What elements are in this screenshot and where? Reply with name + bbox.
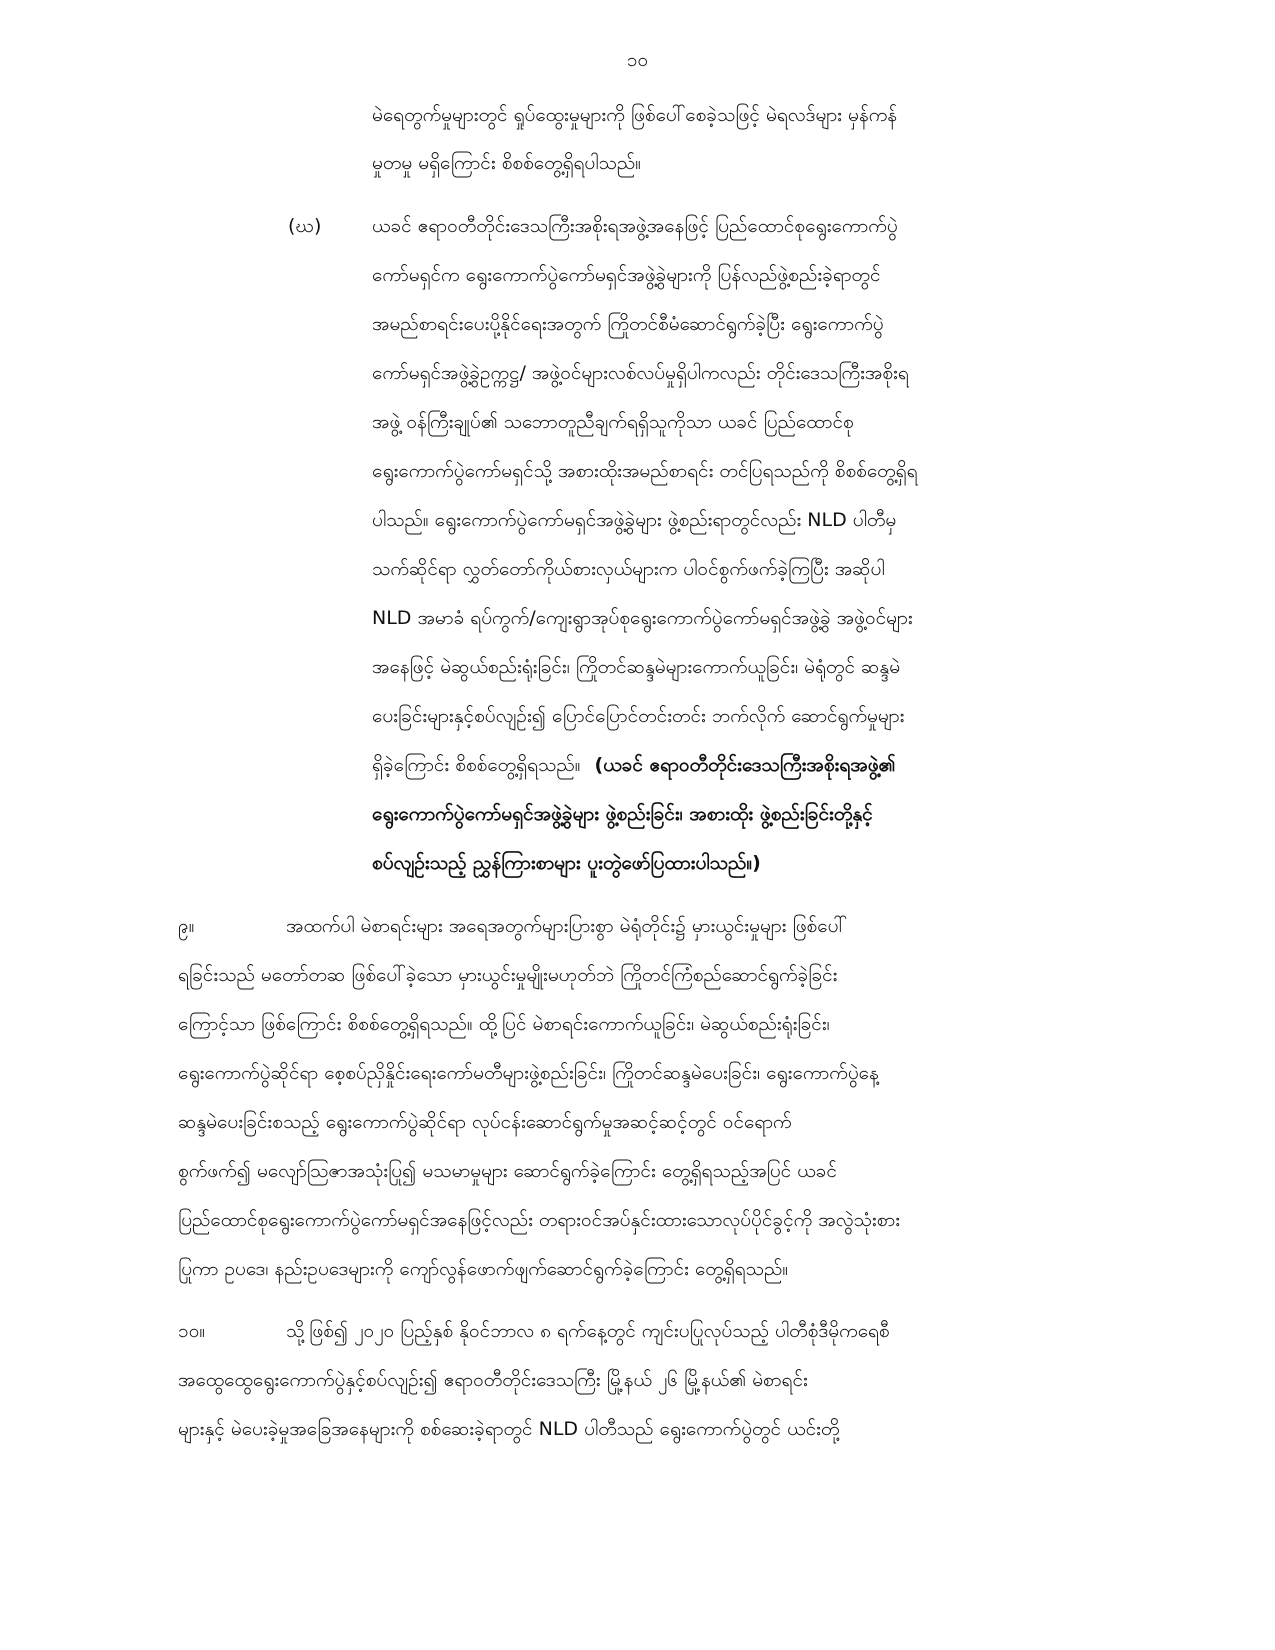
page-number: ၁၀	[626, 49, 649, 71]
para-9-line: စွက်ဖက်၍ မလျော်သြဇာအသုံးပြု၍ မသမာမှုများ ဆောင်ရွက်ခဲ့ကြောင်း တွေ့ရှိရသည့်အပြင် ယခင်	[178, 1160, 837, 1182]
item-gha-line-12-regular: ရှိခဲ့ကြောင်း စိစစ်တွေ့ရှိရသည်။	[372, 754, 581, 776]
item-gha-line: NLD အမာခံ ရပ်ကွက်/ကျေးရွာအုပ်စုရွေးကောက်ပွဲကော်မရှင်အဖွဲ့ခွဲ အဖွဲ့ဝင်များ	[372, 607, 913, 629]
item-gha-line: ပါသည်။ ရွေးကောက်ပွဲကော်မရှင်အဖွဲ့ခွဲများ ဖွဲ့စည်းရာတွင်လည်း NLD ပါတီမှ	[372, 509, 897, 531]
para-9-line: ရွေးကောက်ပွဲဆိုင်ရာ စေ့စပ်ညှိနှိုင်းရေးကော်မတီများဖွဲ့စည်းခြင်း၊ ကြိုတင်ဆန္ဒမဲပေးခြင်း၊ ရွေးကောက်ပွဲနေ့	[178, 1062, 879, 1084]
para-10-line: များနှင့် မဲပေးခဲ့မှုအခြေအနေများကို စစ်ဆေးခဲ့ရာတွင် NLD ပါတီသည် ရွေးကောက်ပွဲတွင် ယင်းတို့	[178, 1418, 840, 1440]
item-gha-line: ပေးခြင်းများနှင့်စပ်လျဉ်း၍ ပြောင်ပြောင်တင်းတင်း ဘက်လိုက် ဆောင်ရွက်မှုများ	[372, 705, 905, 727]
item-gha-line: ကော်မရှင်က ရွေးကောက်ပွဲကော်မရှင်အဖွဲ့ခွဲများကို ပြန်လည်ဖွဲ့စည်းခဲ့ရာတွင်	[372, 264, 881, 286]
item-gha-line: ယခင် ဧရာဝတီတိုင်းဒေသကြီးအစိုးရအဖွဲ့အနေဖြင့် ပြည်ထောင်စုရွေးကောက်ပွဲ	[372, 215, 898, 237]
para-9-line: ပြုကာ ဥပဒေ၊ နည်းဥပဒေများကို ကျော်လွန်ဖောက်ဖျက်ဆောင်ရွက်ခဲ့ကြောင်း တွေ့ရှိရသည်။	[178, 1258, 789, 1280]
para-9-line: ပြည်ထောင်စုရွေးကောက်ပွဲကော်မရှင်အနေဖြင့်လည်း တရားဝင်အပ်နှင်းထားသောလုပ်ပိုင်ခွင့်ကို အလွဲသုံးစား	[178, 1209, 901, 1231]
item-gha-label: (ဃ)	[288, 215, 322, 237]
para-9-line: ဆန္ဒမဲပေးခြင်းစသည့် ရွေးကောက်ပွဲဆိုင်ရာ လုပ်ငန်းဆောင်ရွက်မှုအဆင့်ဆင့်တွင် ဝင်ရောက်	[178, 1111, 792, 1133]
para-9-first-line: အထက်ပါ မဲစာရင်းများ အရေအတွက်များပြားစွာ မဲရုံတိုင်း၌ မှားယွင်းမှုများ ဖြစ်ပေါ်	[286, 915, 847, 937]
item-gha-bold-line: ရွေးကောက်ပွဲကော်မရှင်အဖွဲ့ခွဲများ ဖွဲ့စည်းခြင်း၊ အစားထိုး ဖွဲ့စည်းခြင်းတို့နှင့်	[372, 803, 873, 825]
item-gha-bold-line: စပ်လျဉ်းသည့် ညွှန်ကြားစာများ ပူးတွဲဖော်ပြထားပါသည်။)	[372, 852, 761, 874]
item-gha-line: အဖွဲ့ ဝန်ကြီးချုပ်၏ သဘောတူညီချက်ရရှိသူကိုသာ ယခင် ပြည်ထောင်စု	[372, 411, 854, 433]
item-gha-line: အနေဖြင့် မဲဆွယ်စည်းရုံးခြင်း၊ ကြိုတင်ဆန္ဒမဲများကောက်ယူခြင်း၊ မဲရုံတွင် ဆန္ဒမဲ	[372, 656, 901, 678]
para-9-line: ကြောင့်သာ ဖြစ်ကြောင်း စိစစ်တွေ့ရှိရသည်။ ထို့ပြင် မဲစာရင်းကောက်ယူခြင်း၊ မဲဆွယ်စည်းရုံးခြင်း၊	[178, 1013, 830, 1035]
para-10-first-line: သို့ဖြစ်၍ ၂၀၂၀ ပြည့်နှစ် နိုဝင်ဘာလ ၈ ရက်နေ့တွင် ကျင်းပပြုလုပ်သည့် ပါတီစုံဒီမိုကရေစီ	[286, 1320, 890, 1342]
item-gha-line-12	[372, 752, 895, 778]
continuation-line-2: မှုတမှု မရှိကြောင်း စိစစ်တွေ့ရှိရပါသည်။	[372, 152, 642, 174]
item-gha-line: ကော်မရှင်အဖွဲ့ခွဲဥက္ကဋ္ဌ/ အဖွဲ့ဝင်များလစ်လပ်မှုရှိပါကလည်း တိုင်းဒေသကြီးအစိုးရ	[372, 362, 909, 384]
para-9-number: ၉။	[178, 915, 195, 937]
item-gha-line: ရွေးကောက်ပွဲကော်မရှင်သို့ အစားထိုးအမည်စာရင်း တင်ပြရသည်ကို စိစစ်တွေ့ရှိရ	[372, 460, 918, 482]
continuation-line-1: မဲရေတွက်မှုများတွင် ရှုပ်ထွေးမှုများကို ဖြစ်ပေါ်စေခဲ့သဖြင့် မဲရလဒ်များ မှန်ကန်	[372, 104, 898, 126]
para-10-number: ၁၀။	[178, 1320, 206, 1342]
item-gha-line-12-bold: (ယခင် ဧရာဝတီတိုင်းဒေသကြီးအစိုးရအဖွဲ့၏	[594, 754, 896, 776]
para-9-line: ရခြင်းသည် မတော်တဆ ဖြစ်ပေါ်ခဲ့သော မှားယွင်းမှုမျိုးမဟုတ်ဘဲ ကြိုတင်ကြံစည်ဆောင်ရွက်ခဲ့ခြင်း	[178, 964, 838, 986]
para-10-line: အထွေထွေရွေးကောက်ပွဲနှင့်စပ်လျဉ်း၍ ဧရာဝတီတိုင်းဒေသကြီး မြို့နယ် ၂၆ မြို့နယ်၏ မဲစာရင်း	[178, 1369, 808, 1391]
item-gha-line: သက်ဆိုင်ရာ လွှတ်တော်ကိုယ်စားလှယ်များက ပါဝင်စွက်ဖက်ခဲ့ကြပြီး အဆိုပါ	[372, 558, 885, 580]
item-gha-line: အမည်စာရင်းပေးပို့နိုင်ရေးအတွက် ကြိုတင်စီမံဆောင်ရွက်ခဲ့ပြီး ရွေးကောက်ပွဲ	[372, 313, 884, 335]
